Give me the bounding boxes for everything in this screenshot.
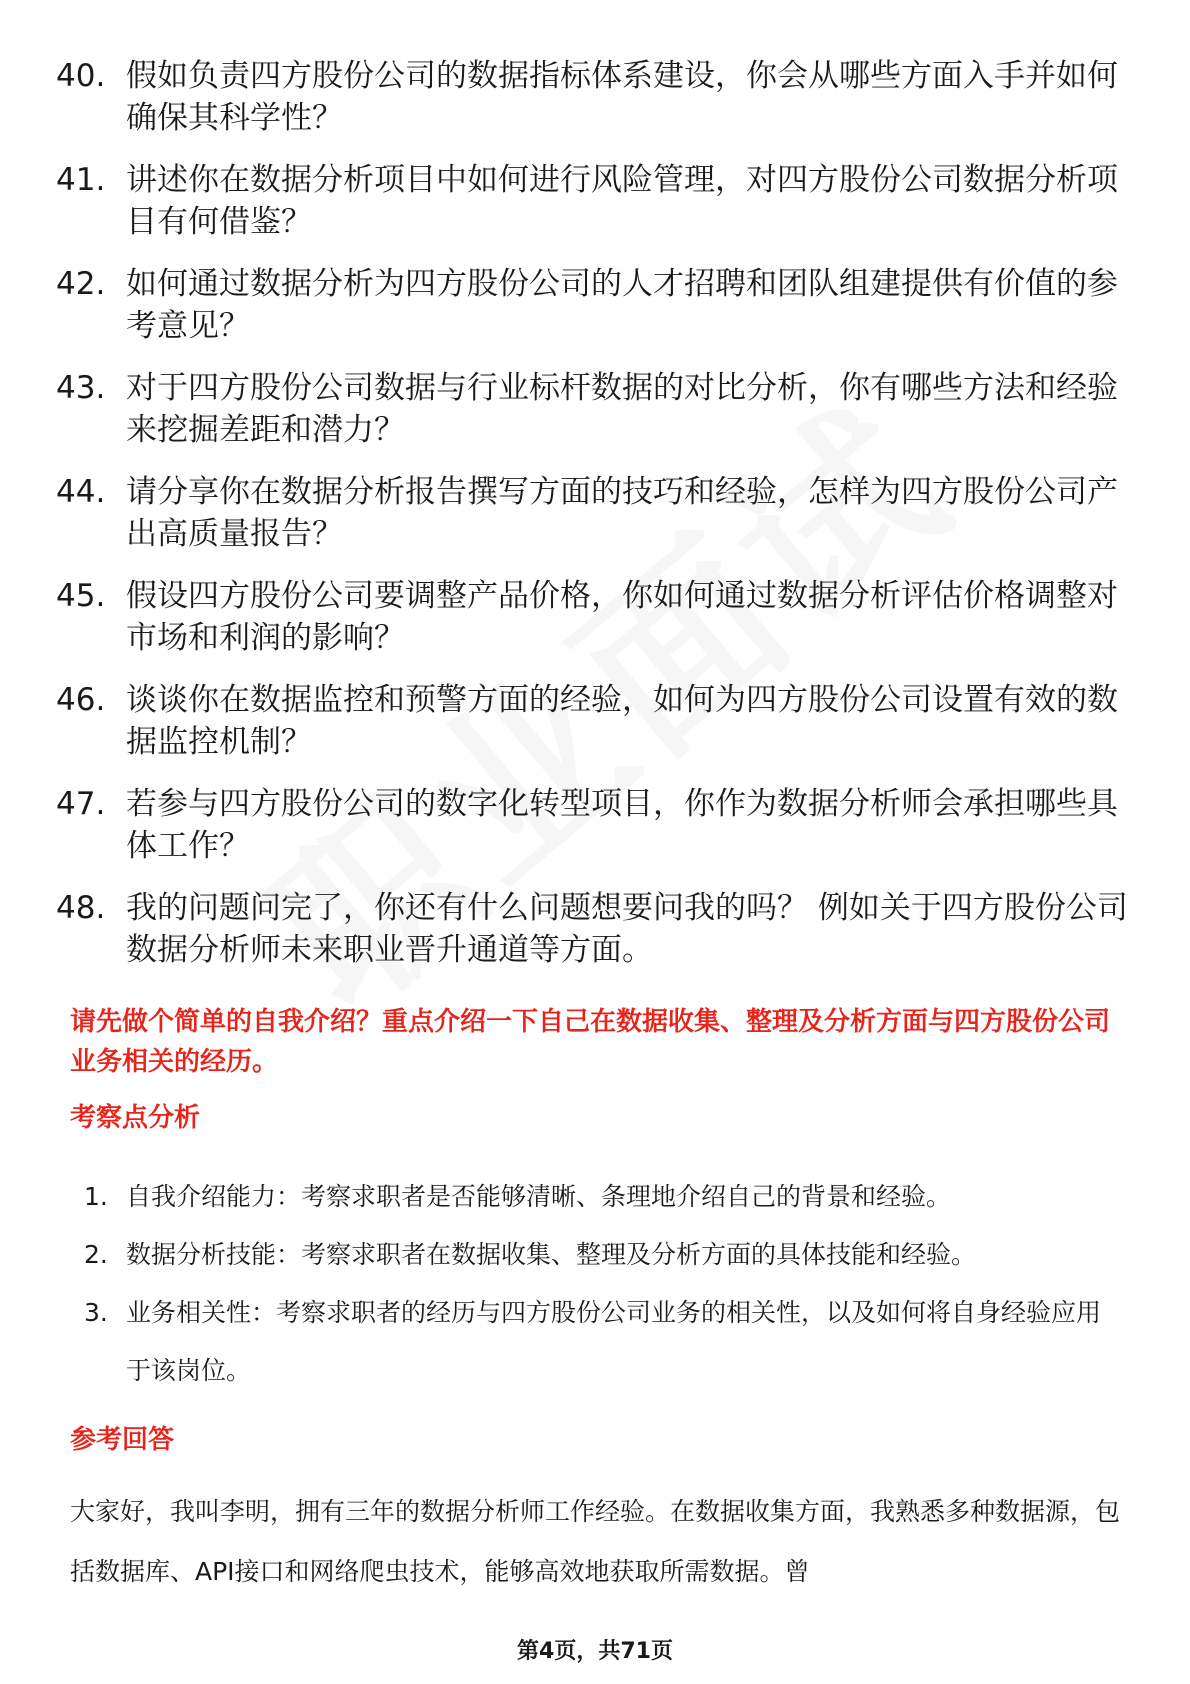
list-item [84, 1284, 1124, 1400]
question-number: 42. [56, 266, 106, 302]
list-item [56, 679, 1136, 763]
list-item [84, 1226, 1124, 1284]
question-list [56, 55, 1136, 991]
list-item [56, 263, 1136, 347]
question-number: 46. [56, 682, 106, 718]
point-number: 2. [84, 1240, 108, 1269]
question-text: 若参与四方股份公司的数字化转型项目，你作为数据分析师会承担哪些具体工作？ [126, 786, 1118, 864]
question-number: 47. [56, 786, 106, 822]
analysis-point-list [84, 1168, 1124, 1400]
question-number: 48. [56, 890, 106, 926]
answer-heading: 参考回答 [70, 1425, 175, 1455]
featured-question: 请先做个简单的自我介绍？重点介绍一下自己在数据收集、整理及分析方面与四方股份公司业务相关的经历。 [70, 1007, 1111, 1077]
question-text: 对于四方股份公司数据与行业标杆数据的对比分析，你有哪些方法和经验来挖掘差距和潜力？ [126, 370, 1118, 448]
question-text: 请分享你在数据分析报告撰写方面的技巧和经验，怎样为四方股份公司产出高质量报告？ [126, 474, 1118, 552]
analysis-heading: 考察点分析 [70, 1103, 201, 1133]
question-text: 讲述你在数据分析项目中如何进行风险管理，对四方股份公司数据分析项目有何借鉴？ [126, 162, 1118, 240]
page-footer: 第4页，共71页 [517, 1639, 673, 1664]
list-item [56, 159, 1136, 243]
point-number: 3. [84, 1298, 108, 1327]
question-number: 45. [56, 578, 106, 614]
question-text: 我的问题问完了，你还有什么问题想要问我的吗？ 例如关于四方股份公司数据分析师未来职业晋升通道等方面。 [126, 890, 1128, 968]
list-item [84, 1168, 1124, 1226]
list-item [56, 367, 1136, 451]
point-text: 业务相关性：考察求职者的经历与四方股份公司业务的相关性，以及如何将自身经验应用于该岗位。 [126, 1298, 1102, 1385]
question-number: 43. [56, 370, 106, 406]
point-text: 数据分析技能：考察求职者在数据收集、整理及分析方面的具体技能和经验。 [126, 1240, 977, 1269]
point-text: 自我介绍能力：考察求职者是否能够清晰、条理地介绍自己的背景和经验。 [126, 1182, 952, 1211]
question-text: 假如负责四方股份公司的数据指标体系建设，你会从哪些方面入手并如何确保其科学性？ [126, 58, 1118, 136]
question-number: 44. [56, 474, 106, 510]
list-item [56, 55, 1136, 139]
list-item [56, 575, 1136, 659]
question-text: 谈谈你在数据监控和预警方面的经验，如何为四方股份公司设置有效的数据监控机制？ [126, 682, 1118, 760]
question-text: 如何通过数据分析为四方股份公司的人才招聘和团队组建提供有价值的参考意见？ [126, 266, 1118, 344]
list-item [56, 887, 1136, 971]
question-number: 40. [56, 58, 106, 94]
question-number: 41. [56, 162, 106, 198]
list-item [56, 783, 1136, 867]
list-item [56, 471, 1136, 555]
point-number: 1. [84, 1182, 108, 1211]
answer-paragraph: 大家好，我叫李明，拥有三年的数据分析师工作经验。在数据收集方面，我熟悉多种数据源，包括数据库、API接口和网络爬虫技术，能够高效地获取所需数据。曾 [70, 1497, 1121, 1586]
question-text: 假设四方股份公司要调整产品价格，你如何通过数据分析评估价格调整对市场和利润的影响？ [126, 578, 1118, 656]
